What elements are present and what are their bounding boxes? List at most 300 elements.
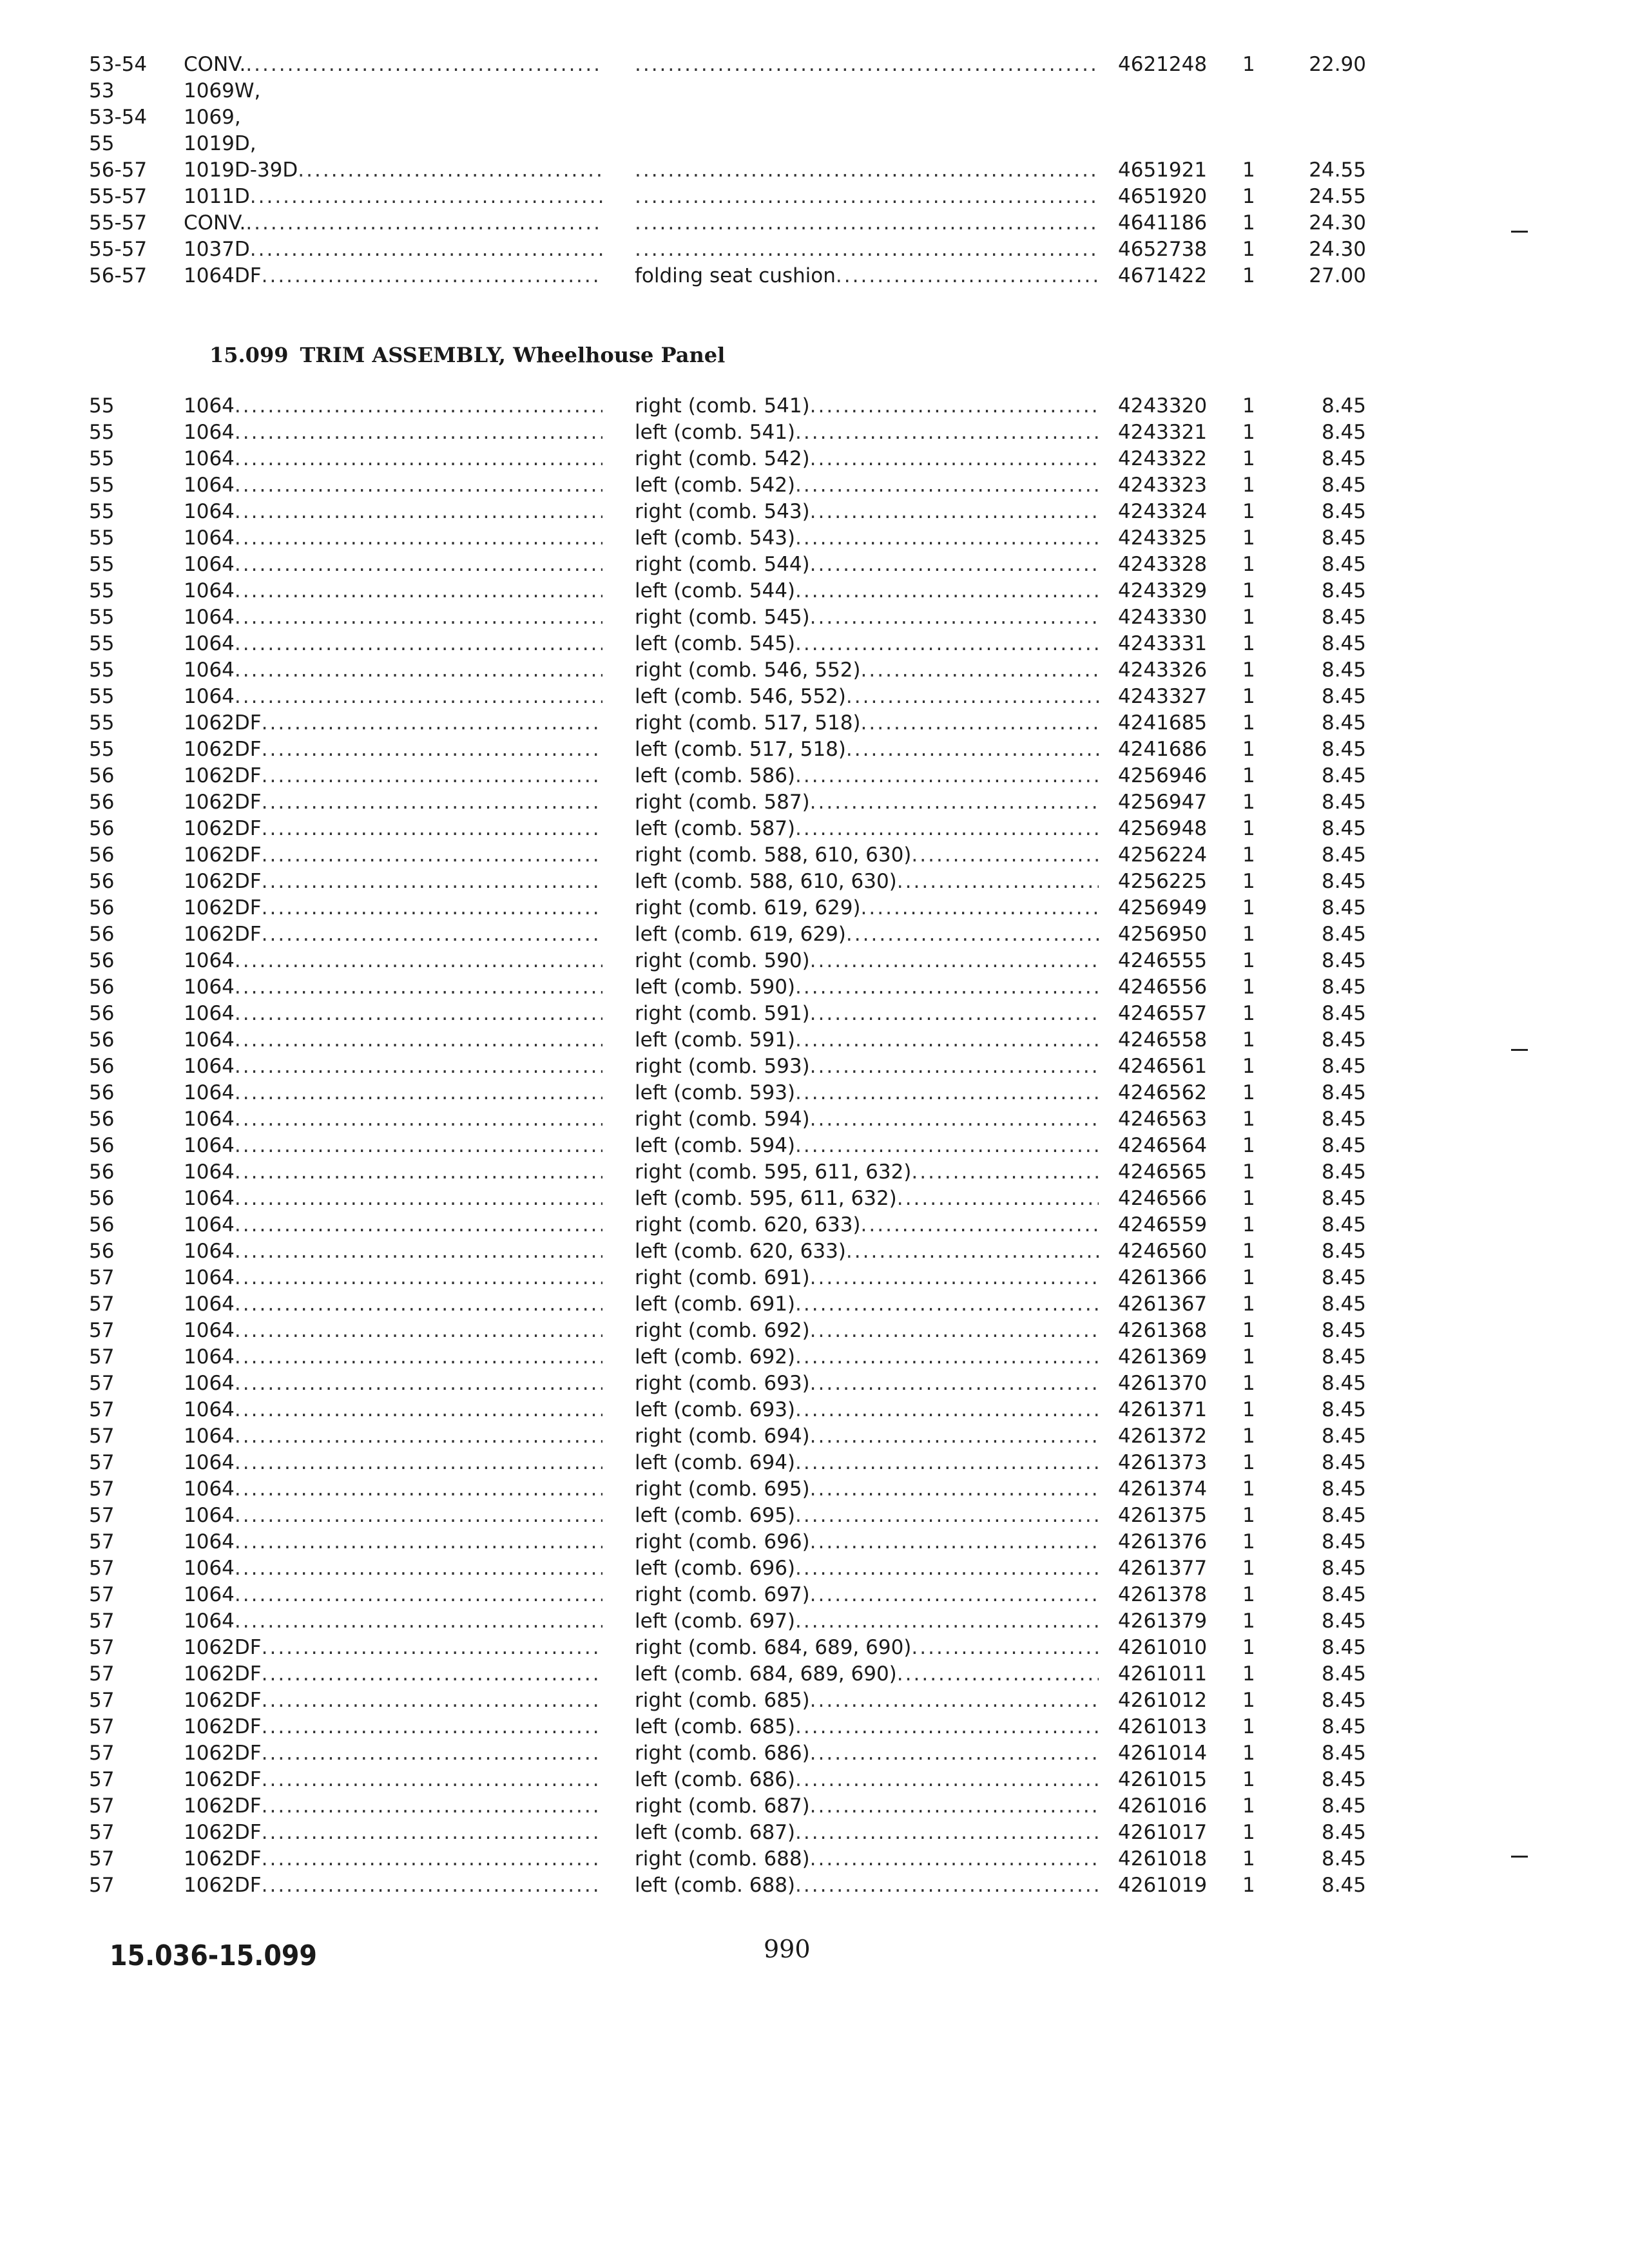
model-cell xyxy=(184,631,602,657)
description-cell xyxy=(635,1001,1099,1026)
description-cell xyxy=(635,1687,1099,1713)
quantity-cell: 1 xyxy=(1242,159,1255,182)
dot-leader xyxy=(262,842,602,868)
part-row xyxy=(0,895,1629,921)
model-cell xyxy=(184,1344,602,1370)
dot-leader xyxy=(810,446,1099,472)
part-number-cell: 4261367 xyxy=(1118,1293,1208,1316)
description-cell xyxy=(635,1027,1099,1053)
part-number-cell: 4261369 xyxy=(1118,1345,1208,1369)
quantity-cell: 1 xyxy=(1242,1662,1255,1686)
part-row xyxy=(0,1080,1629,1106)
dot-leader xyxy=(810,1740,1099,1766)
dot-leader xyxy=(235,1318,602,1343)
part-row xyxy=(0,948,1629,974)
part-row xyxy=(0,736,1629,762)
dot-leader xyxy=(235,393,602,419)
model-cell xyxy=(184,1872,602,1898)
quantity-cell: 1 xyxy=(1242,264,1255,287)
part-number-cell: 4651920 xyxy=(1118,185,1208,208)
part-row xyxy=(0,1423,1629,1449)
model-cell xyxy=(184,1186,602,1211)
year-cell: 57 xyxy=(89,1689,115,1712)
part-number-cell: 4241686 xyxy=(1118,738,1208,761)
year-cell: 57 xyxy=(89,1742,115,1765)
price-cell: 24.55 xyxy=(1309,159,1366,182)
dot-leader xyxy=(298,157,602,183)
dot-leader xyxy=(235,1080,602,1106)
quantity-cell: 1 xyxy=(1242,870,1255,893)
year-cell: 57 xyxy=(89,1293,115,1316)
model-cell xyxy=(184,710,602,736)
year-cell: 56 xyxy=(89,1055,115,1078)
model-text: 1019D, xyxy=(184,132,256,155)
description-cell xyxy=(635,1529,1099,1555)
year-cell: 56 xyxy=(89,1081,115,1104)
model-cell xyxy=(184,1793,602,1819)
part-row xyxy=(0,1661,1629,1687)
part-row xyxy=(0,631,1629,657)
model-text: 1064 xyxy=(184,1240,235,1263)
price-cell: 8.45 xyxy=(1321,1345,1366,1369)
footer-section-range: 15.036-15.099 xyxy=(110,1939,317,1972)
dot-leader xyxy=(235,499,602,524)
quantity-cell: 1 xyxy=(1242,1451,1255,1474)
dot-leader xyxy=(836,263,1099,289)
year-cell: 55 xyxy=(89,500,115,523)
description-text: left (comb. 543) xyxy=(635,526,796,550)
part-number-cell: 4243329 xyxy=(1118,579,1208,602)
dot-leader xyxy=(795,1820,1099,1845)
price-cell: 8.45 xyxy=(1321,606,1366,629)
description-text: left (comb. 595, 611, 632) xyxy=(635,1187,897,1210)
description-text: right (comb. 696) xyxy=(635,1530,810,1553)
model-cell xyxy=(184,1291,602,1317)
model-cell xyxy=(184,78,602,104)
part-number-cell: 4261371 xyxy=(1118,1398,1208,1421)
part-row xyxy=(0,1450,1629,1475)
dot-leader xyxy=(262,1661,602,1687)
part-number-cell: 4256947 xyxy=(1118,791,1208,814)
description-cell xyxy=(635,157,1099,183)
dot-leader xyxy=(795,578,1099,604)
model-text: 1064 xyxy=(184,1028,235,1052)
description-cell xyxy=(635,1106,1099,1132)
quantity-cell: 1 xyxy=(1242,1345,1255,1369)
model-text: 1019D-39D xyxy=(184,159,298,182)
model-text: 1064 xyxy=(184,1319,235,1342)
part-row xyxy=(0,1370,1629,1396)
year-cell: 57 xyxy=(89,1345,115,1369)
dot-leader xyxy=(235,1608,602,1634)
price-cell: 24.30 xyxy=(1309,211,1366,235)
price-cell: 8.45 xyxy=(1321,1108,1366,1131)
description-cell xyxy=(635,974,1099,1000)
year-cell: 56 xyxy=(89,1240,115,1263)
price-cell: 8.45 xyxy=(1321,923,1366,946)
year-cell: 57 xyxy=(89,1636,115,1659)
description-text: left (comb. 684, 689, 690) xyxy=(635,1662,897,1686)
description-text: right (comb. 692) xyxy=(635,1319,810,1342)
part-number-cell: 4243323 xyxy=(1118,474,1208,497)
year-cell: 53 xyxy=(89,79,115,102)
part-number-cell: 4261378 xyxy=(1118,1583,1208,1606)
description-text: left (comb. 619, 629) xyxy=(635,923,846,946)
year-cell: 57 xyxy=(89,1768,115,1791)
description-cell xyxy=(635,604,1099,630)
price-cell: 8.45 xyxy=(1321,1874,1366,1897)
dot-leader xyxy=(810,552,1099,577)
part-row xyxy=(0,1555,1629,1581)
model-text: CONV. xyxy=(184,211,246,235)
year-cell: 55 xyxy=(89,606,115,629)
quantity-cell: 1 xyxy=(1242,1477,1255,1501)
quantity-cell: 1 xyxy=(1242,1028,1255,1052)
part-number-cell: 4243331 xyxy=(1118,632,1208,655)
dot-leader xyxy=(262,1687,602,1713)
model-text: 1064 xyxy=(184,579,235,602)
quantity-cell: 1 xyxy=(1242,1504,1255,1527)
dot-leader xyxy=(262,816,602,841)
description-cell xyxy=(635,1661,1099,1687)
model-cell xyxy=(184,1133,602,1158)
part-number-cell: 4621248 xyxy=(1118,53,1208,76)
dot-leader xyxy=(635,157,1099,183)
price-cell: 8.45 xyxy=(1321,1821,1366,1844)
dot-leader xyxy=(235,1450,602,1475)
description-text: left (comb. 594) xyxy=(635,1134,796,1157)
model-cell xyxy=(184,1159,602,1185)
model-text: 1069, xyxy=(184,106,241,129)
price-cell: 8.45 xyxy=(1321,1319,1366,1342)
part-number-cell: 4256949 xyxy=(1118,896,1208,919)
quantity-cell: 1 xyxy=(1242,1610,1255,1633)
dot-leader xyxy=(262,1872,602,1898)
year-cell: 55 xyxy=(89,132,115,155)
description-cell xyxy=(635,1582,1099,1608)
quantity-cell: 1 xyxy=(1242,1372,1255,1395)
year-cell: 56 xyxy=(89,1134,115,1157)
margin-mark xyxy=(1511,231,1528,233)
dot-leader xyxy=(262,869,602,894)
part-row xyxy=(0,1344,1629,1370)
price-cell: 8.45 xyxy=(1321,1213,1366,1236)
model-cell xyxy=(184,1265,602,1291)
quantity-cell: 1 xyxy=(1242,632,1255,655)
description-text: left (comb. 593) xyxy=(635,1081,796,1104)
part-number-cell: 4243320 xyxy=(1118,394,1208,418)
model-text: 1064 xyxy=(184,949,235,972)
part-row xyxy=(0,684,1629,709)
model-cell xyxy=(184,1212,602,1238)
model-cell xyxy=(184,1767,602,1792)
price-cell: 8.45 xyxy=(1321,1742,1366,1765)
dot-leader xyxy=(235,684,602,709)
quantity-cell: 1 xyxy=(1242,1213,1255,1236)
quantity-cell: 1 xyxy=(1242,1160,1255,1184)
description-cell xyxy=(635,1872,1099,1898)
model-text: 1064 xyxy=(184,1504,235,1527)
description-text: left (comb. 545) xyxy=(635,632,796,655)
description-cell xyxy=(635,1820,1099,1845)
description-cell xyxy=(635,1397,1099,1423)
model-cell xyxy=(184,1027,602,1053)
year-cell: 57 xyxy=(89,1557,115,1580)
dot-leader xyxy=(235,578,602,604)
part-row xyxy=(0,1133,1629,1158)
model-text: 1062DF xyxy=(184,1821,262,1844)
part-number-cell: 4256948 xyxy=(1118,817,1208,840)
part-number-cell: 4261368 xyxy=(1118,1319,1208,1342)
description-cell xyxy=(635,446,1099,472)
dot-leader xyxy=(810,789,1099,815)
description-cell xyxy=(635,419,1099,445)
description-cell xyxy=(635,1503,1099,1528)
model-cell xyxy=(184,263,602,289)
dot-leader xyxy=(262,1714,602,1740)
price-cell: 8.45 xyxy=(1321,1451,1366,1474)
part-number-cell: 4261012 xyxy=(1118,1689,1208,1712)
dot-leader xyxy=(235,1133,602,1158)
price-cell: 8.45 xyxy=(1321,1240,1366,1263)
model-cell xyxy=(184,763,602,789)
part-row xyxy=(0,499,1629,524)
price-cell: 8.45 xyxy=(1321,1055,1366,1078)
model-cell xyxy=(184,446,602,472)
description-text: left (comb. 688) xyxy=(635,1874,796,1897)
price-cell: 8.45 xyxy=(1321,1636,1366,1659)
model-text: 1064 xyxy=(184,1398,235,1421)
description-cell xyxy=(635,236,1099,262)
model-text: 1062DF xyxy=(184,1662,262,1686)
dot-leader xyxy=(235,1503,602,1528)
price-cell: 8.45 xyxy=(1321,896,1366,919)
model-text: CONV. xyxy=(184,53,246,76)
quantity-cell: 1 xyxy=(1242,817,1255,840)
model-text: 1064 xyxy=(184,1610,235,1633)
description-cell xyxy=(635,184,1099,209)
description-cell xyxy=(635,1159,1099,1185)
year-cell: 55 xyxy=(89,658,115,682)
model-cell xyxy=(184,1529,602,1555)
quantity-cell: 1 xyxy=(1242,1847,1255,1870)
description-text: left (comb. 620, 633) xyxy=(635,1240,846,1263)
dot-leader xyxy=(235,525,602,551)
price-cell: 8.45 xyxy=(1321,1425,1366,1448)
part-row xyxy=(0,1318,1629,1343)
quantity-cell: 1 xyxy=(1242,1715,1255,1738)
part-number-cell: 4256950 xyxy=(1118,923,1208,946)
dot-leader xyxy=(810,1053,1099,1079)
year-cell: 55 xyxy=(89,421,115,444)
dot-leader xyxy=(235,974,602,1000)
description-cell xyxy=(635,1291,1099,1317)
year-cell: 57 xyxy=(89,1477,115,1501)
model-text: 1062DF xyxy=(184,764,262,787)
part-row xyxy=(0,1053,1629,1079)
part-number-cell: 4256946 xyxy=(1118,764,1208,787)
year-cell: 56 xyxy=(89,1213,115,1236)
year-cell: 55-57 xyxy=(89,238,148,261)
description-text: right (comb. 591) xyxy=(635,1002,810,1025)
price-cell: 8.45 xyxy=(1321,817,1366,840)
part-row xyxy=(0,131,1629,157)
model-text: 1064DF xyxy=(184,264,262,287)
dot-leader xyxy=(810,393,1099,419)
description-cell xyxy=(635,948,1099,974)
model-text: 1064 xyxy=(184,447,235,470)
year-cell: 55 xyxy=(89,685,115,708)
part-row xyxy=(0,1397,1629,1423)
dot-leader xyxy=(246,52,602,77)
year-cell: 57 xyxy=(89,1794,115,1818)
model-cell xyxy=(184,157,602,183)
model-cell xyxy=(184,1740,602,1766)
description-text: left (comb. 517, 518) xyxy=(635,738,846,761)
year-cell: 55-57 xyxy=(89,185,148,208)
description-cell xyxy=(635,1238,1099,1264)
part-number-cell: 4261373 xyxy=(1118,1451,1208,1474)
dot-leader xyxy=(795,1291,1099,1317)
part-number-cell: 4261010 xyxy=(1118,1636,1208,1659)
dot-leader xyxy=(795,472,1099,498)
description-text: left (comb. 591) xyxy=(635,1028,796,1052)
model-cell xyxy=(184,552,602,577)
dot-leader xyxy=(795,1080,1099,1106)
dot-leader xyxy=(235,552,602,577)
quantity-cell: 1 xyxy=(1242,421,1255,444)
description-text: left (comb. 685) xyxy=(635,1715,796,1738)
description-cell xyxy=(635,763,1099,789)
price-cell: 8.45 xyxy=(1321,658,1366,682)
dot-leader xyxy=(861,657,1099,683)
description-cell xyxy=(635,1846,1099,1872)
description-text: left (comb. 692) xyxy=(635,1345,796,1369)
description-text: right (comb. 684, 689, 690) xyxy=(635,1636,912,1659)
price-cell: 8.45 xyxy=(1321,1398,1366,1421)
description-cell xyxy=(635,1133,1099,1158)
model-text: 1064 xyxy=(184,632,235,655)
model-cell xyxy=(184,1635,602,1660)
model-cell xyxy=(184,1080,602,1106)
quantity-cell: 1 xyxy=(1242,843,1255,867)
quantity-cell: 1 xyxy=(1242,1874,1255,1897)
description-cell xyxy=(635,1450,1099,1475)
year-cell: 57 xyxy=(89,1504,115,1527)
quantity-cell: 1 xyxy=(1242,1134,1255,1157)
model-cell xyxy=(184,1846,602,1872)
part-row xyxy=(0,657,1629,683)
model-text: 1064 xyxy=(184,1293,235,1316)
dot-leader xyxy=(235,1344,602,1370)
description-text: right (comb. 541) xyxy=(635,394,810,418)
dot-leader xyxy=(795,1555,1099,1581)
model-text: 1064 xyxy=(184,658,235,682)
description-cell xyxy=(635,816,1099,841)
year-cell: 56 xyxy=(89,975,115,999)
model-text: 1064 xyxy=(184,500,235,523)
dot-leader xyxy=(897,1186,1099,1211)
part-number-cell: 4243328 xyxy=(1118,553,1208,576)
price-cell: 8.45 xyxy=(1321,1134,1366,1157)
model-cell xyxy=(184,393,602,419)
model-cell xyxy=(184,684,602,709)
quantity-cell: 1 xyxy=(1242,526,1255,550)
year-cell: 55 xyxy=(89,526,115,550)
description-text: right (comb. 694) xyxy=(635,1425,810,1448)
quantity-cell: 1 xyxy=(1242,553,1255,576)
description-text: left (comb. 590) xyxy=(635,975,796,999)
dot-leader xyxy=(897,1661,1099,1687)
description-text: right (comb. 590) xyxy=(635,949,810,972)
part-number-cell: 4261376 xyxy=(1118,1530,1208,1553)
part-number-cell: 4261375 xyxy=(1118,1504,1208,1527)
model-text: 1064 xyxy=(184,421,235,444)
model-text: 1064 xyxy=(184,526,235,550)
model-cell xyxy=(184,736,602,762)
model-text: 1062DF xyxy=(184,896,262,919)
description-text: left (comb. 542) xyxy=(635,474,796,497)
quantity-cell: 1 xyxy=(1242,1293,1255,1316)
dot-leader xyxy=(635,236,1099,262)
model-cell xyxy=(184,210,602,236)
model-cell xyxy=(184,499,602,524)
model-cell xyxy=(184,1555,602,1581)
price-cell: 8.45 xyxy=(1321,500,1366,523)
year-cell: 53-54 xyxy=(89,106,148,129)
part-number-cell: 4261016 xyxy=(1118,1794,1208,1818)
quantity-cell: 1 xyxy=(1242,896,1255,919)
model-text: 1064 xyxy=(184,975,235,999)
description-cell xyxy=(635,1476,1099,1502)
year-cell: 56 xyxy=(89,791,115,814)
dot-leader xyxy=(810,1106,1099,1132)
description-text: right (comb. 587) xyxy=(635,791,810,814)
price-cell: 24.55 xyxy=(1309,185,1366,208)
description-cell xyxy=(635,578,1099,604)
quantity-cell: 1 xyxy=(1242,1081,1255,1104)
dot-leader xyxy=(235,446,602,472)
part-row xyxy=(0,525,1629,551)
description-cell xyxy=(635,1370,1099,1396)
part-number-cell: 4256225 xyxy=(1118,870,1208,893)
part-number-cell: 4261015 xyxy=(1118,1768,1208,1791)
dot-leader xyxy=(235,1053,602,1079)
part-number-cell: 4246564 xyxy=(1118,1134,1208,1157)
description-cell xyxy=(635,631,1099,657)
dot-leader xyxy=(795,1503,1099,1528)
model-text: 1064 xyxy=(184,1055,235,1078)
quantity-cell: 1 xyxy=(1242,606,1255,629)
dot-leader xyxy=(262,1820,602,1845)
part-row xyxy=(0,974,1629,1000)
year-cell: 56 xyxy=(89,1160,115,1184)
price-cell: 27.00 xyxy=(1309,264,1366,287)
dot-leader xyxy=(262,763,602,789)
price-cell: 8.45 xyxy=(1321,738,1366,761)
year-cell: 57 xyxy=(89,1821,115,1844)
dot-leader xyxy=(795,816,1099,841)
year-cell: 57 xyxy=(89,1715,115,1738)
part-number-cell: 4256224 xyxy=(1118,843,1208,867)
description-cell xyxy=(635,499,1099,524)
model-cell xyxy=(184,1687,602,1713)
dot-leader xyxy=(795,1027,1099,1053)
dot-leader xyxy=(810,604,1099,630)
description-text: left (comb. 697) xyxy=(635,1610,796,1633)
description-text: folding seat cushion xyxy=(635,264,836,287)
model-cell xyxy=(184,578,602,604)
